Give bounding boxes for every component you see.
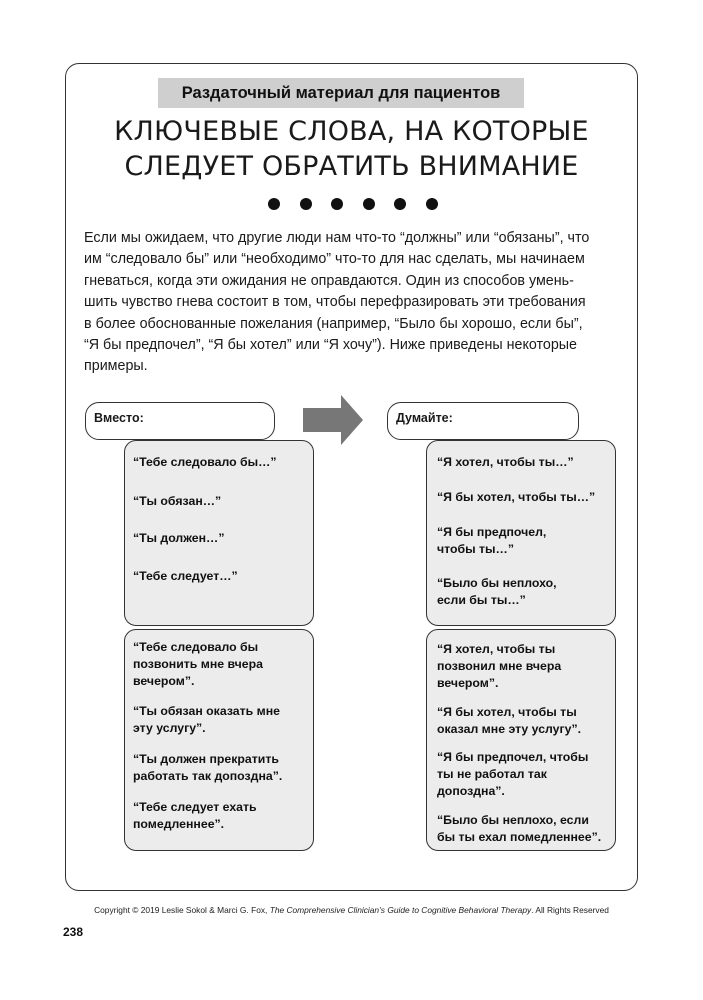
phrase-line: “Тебе следует ехать [133, 800, 257, 814]
intro-line: гневаться, когда эти ожидания не оправдаются. Один из способов умень- [84, 272, 574, 289]
phrase-item [133, 751, 282, 785]
bullet-dot [426, 198, 438, 210]
book-title: The Comprehensive Clinician’s Guide to Cognitive Behavioral Therapy [269, 905, 532, 915]
intro-paragraph [84, 228, 622, 378]
phrase-line: “Тебе следовало бы…” [133, 455, 277, 469]
phrase-line: чтобы ты…” [437, 542, 514, 556]
phrase-item [133, 493, 221, 510]
page-title-line2: СЛЕДУЕТ ОБРАТИТЬ ВНИМАНИЕ [124, 151, 579, 182]
phrase-line: “Я бы предпочел, [437, 525, 547, 539]
phrase-line: “Тебе следует…” [133, 569, 238, 583]
phrase-item [437, 704, 581, 738]
copyright-footer [0, 905, 703, 915]
intro-line: в более обоснованные пожелания (например, “Было бы хорошо, если бы”, [84, 315, 583, 332]
bullet-dot [394, 198, 406, 210]
phrase-line: “Я хотел, чтобы ты [437, 642, 556, 656]
intro-line: примеры. [84, 358, 148, 375]
phrase-item [437, 641, 561, 692]
intro-line: Если мы ожидаем, что другие люди нам что-то “должны” или “обязаны”, что [84, 230, 590, 246]
think-card-long [426, 629, 616, 851]
page-title-line1: КЛЮЧЕВЫЕ СЛОВА, НА КОТОРЫЕ [114, 116, 589, 147]
phrase-line: допоздна”. [437, 784, 505, 798]
phrase-line: “Было бы неплохо, если [437, 813, 589, 827]
phrase-line: вечером”. [437, 676, 499, 690]
phrase-item [437, 812, 601, 846]
intro-line: им “следовало бы” или “необходимо” что-то для нас сделать, мы начинаем [84, 251, 585, 268]
phrase-line: “Я бы предпочел, чтобы [437, 750, 589, 764]
think-label-box [387, 402, 579, 440]
phrase-line: “Ты должен…” [133, 531, 225, 545]
instead-label-box [85, 402, 275, 440]
phrase-line: “Я хотел, чтобы ты…” [437, 455, 574, 469]
phrase-line: “Я бы хотел, чтобы ты…” [437, 490, 596, 504]
phrase-item [133, 454, 277, 471]
phrase-item [133, 639, 263, 690]
bullet-dot [331, 198, 343, 210]
phrase-line: “Ты обязан оказать мне [133, 704, 280, 718]
phrase-line: позвонил мне вчера [437, 659, 562, 673]
phrase-line: ты не работал так [437, 767, 547, 781]
copyright-prefix: Copyright © 2019 Leslie Sokol & Marci G. Fox, [94, 905, 270, 915]
phrase-line: “Тебе следовало бы [133, 640, 259, 654]
think-label: Думайте: [396, 411, 453, 425]
instead-label: Вместо: [94, 411, 144, 425]
phrase-line: “Было бы неплохо, [437, 576, 557, 590]
phrase-line: оказал мне эту услугу”. [437, 722, 582, 736]
arrow-right-icon [303, 395, 365, 445]
phrase-item [437, 524, 546, 558]
instead-card-short [124, 440, 314, 626]
copyright-suffix: . All Rights Reserved [531, 905, 609, 915]
phrase-item [437, 489, 595, 506]
phrase-line: вечером”. [133, 674, 195, 688]
phrase-item [133, 799, 257, 833]
phrase-item [437, 454, 574, 471]
phrase-line: эту услугу”. [133, 721, 206, 735]
dot-separator [268, 197, 438, 211]
phrase-item [133, 568, 238, 585]
phrase-line: помедленнее”. [133, 817, 225, 831]
think-card-short [426, 440, 616, 626]
phrase-line: работать так допоздна”. [133, 769, 283, 783]
phrase-line: позвонить мне вчера [133, 657, 263, 671]
bullet-dot [268, 198, 280, 210]
phrase-line: если бы ты…” [437, 593, 526, 607]
page-number: 238 [63, 925, 84, 939]
phrase-item [437, 749, 588, 800]
bullet-dot [300, 198, 312, 210]
phrase-line: “Ты должен прекратить [133, 752, 279, 766]
bullet-dot [363, 198, 375, 210]
phrase-item [133, 530, 225, 547]
phrase-item [133, 703, 280, 737]
phrase-line: бы ты ехал помедленнее”. [437, 830, 602, 844]
instead-card-long [124, 629, 314, 851]
phrase-line: “Я бы хотел, чтобы ты [437, 705, 577, 719]
intro-line: шить чувство гнева состоит в том, чтобы перефразировать эти требования [84, 294, 586, 311]
handout-banner: Раздаточный материал для пациентов [158, 78, 524, 108]
phrase-line: “Ты обязан…” [133, 494, 222, 508]
phrase-item [437, 575, 557, 609]
intro-line: “Я бы предпочел”, “Я бы хотел” или “Я хочу”). Ниже приведены некоторые [84, 337, 578, 354]
